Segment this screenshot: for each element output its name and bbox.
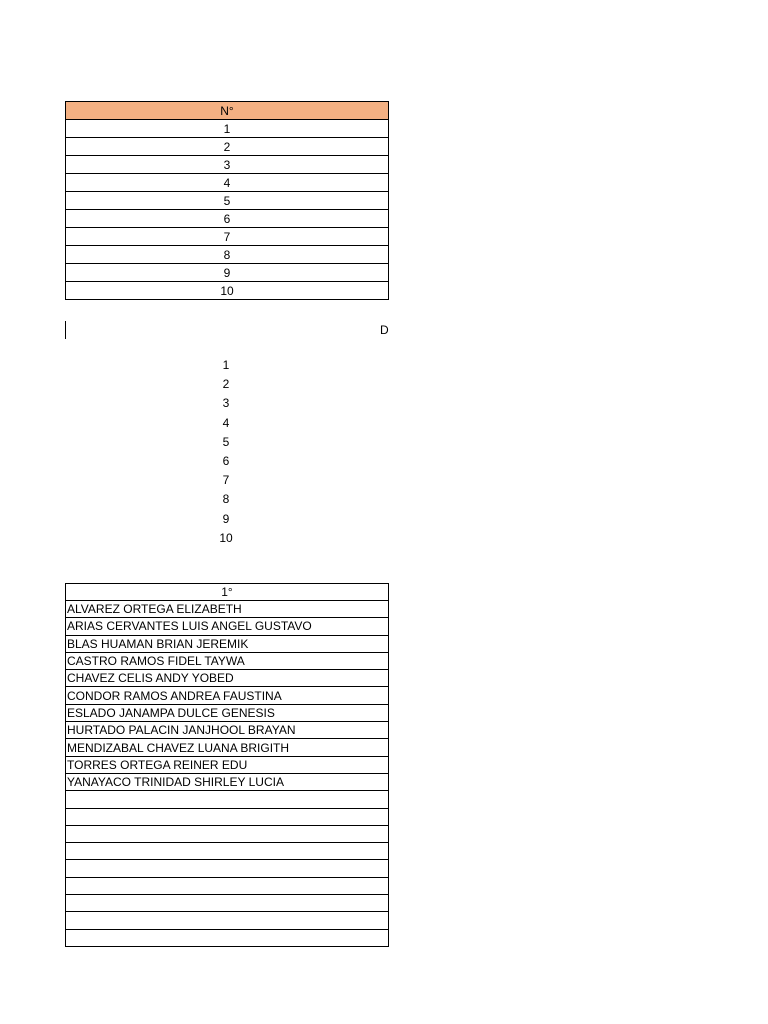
table-row xyxy=(66,808,389,825)
table-row xyxy=(66,210,389,228)
table-row xyxy=(66,739,389,756)
student-name-cell[interactable]: ALVAREZ ORTEGA ELIZABETH xyxy=(66,601,389,618)
empty-cell[interactable] xyxy=(66,791,389,808)
table-row xyxy=(66,687,389,704)
grade-column-header: 1° xyxy=(66,584,389,601)
number-cell[interactable]: 2 xyxy=(66,138,389,156)
column-label-d: D xyxy=(380,323,389,337)
student-name-cell[interactable]: ESLADO JANAMPA DULCE GENESIS xyxy=(66,704,389,721)
table-row xyxy=(66,895,389,912)
student-names-table xyxy=(65,583,389,947)
number-cell[interactable]: 10 xyxy=(66,282,389,300)
list-item: 3 xyxy=(222,396,230,411)
table-row xyxy=(66,912,389,929)
empty-cell[interactable] xyxy=(66,877,389,894)
table-row xyxy=(66,246,389,264)
number-cell[interactable]: 5 xyxy=(66,192,389,210)
number-cell[interactable]: 7 xyxy=(66,228,389,246)
number-cell[interactable]: 4 xyxy=(66,174,389,192)
student-name-cell[interactable]: HURTADO PALACIN JANJHOOL BRAYAN xyxy=(66,722,389,739)
table-row xyxy=(66,120,389,138)
plain-number-list xyxy=(206,357,246,549)
student-name-cell[interactable]: CHAVEZ CELIS ANDY YOBED xyxy=(66,670,389,687)
table-row xyxy=(66,670,389,687)
student-name-cell[interactable]: YANAYACO TRINIDAD SHIRLEY LUCIA xyxy=(66,773,389,790)
student-name-cell[interactable]: CONDOR RAMOS ANDREA FAUSTINA xyxy=(66,687,389,704)
table-row xyxy=(66,601,389,618)
table-row xyxy=(66,929,389,946)
table-row xyxy=(66,722,389,739)
table-row xyxy=(66,652,389,669)
list-item: 6 xyxy=(222,453,230,468)
table-row xyxy=(66,877,389,894)
student-name-cell[interactable]: MENDIZABAL CHAVEZ LUANA BRIGITH xyxy=(66,739,389,756)
list-item: 4 xyxy=(222,415,230,430)
table-row xyxy=(66,773,389,790)
table-row xyxy=(66,618,389,635)
table-row xyxy=(66,791,389,808)
table-row xyxy=(66,264,389,282)
table-header-row xyxy=(66,584,389,601)
list-item: 2 xyxy=(222,377,230,392)
cell-cursor xyxy=(65,321,66,339)
number-cell[interactable]: 6 xyxy=(66,210,389,228)
table-row xyxy=(66,228,389,246)
list-item: 8 xyxy=(222,492,230,507)
empty-cell[interactable] xyxy=(66,895,389,912)
numbers-table-body xyxy=(66,120,389,300)
number-cell[interactable]: 3 xyxy=(66,156,389,174)
list-item: 9 xyxy=(222,511,230,526)
empty-cell[interactable] xyxy=(66,929,389,946)
empty-cell[interactable] xyxy=(66,825,389,842)
list-item: 10 xyxy=(219,530,233,545)
table-row xyxy=(66,192,389,210)
table-row xyxy=(66,825,389,842)
table-row xyxy=(66,843,389,860)
number-cell[interactable]: 1 xyxy=(66,120,389,138)
number-column-header: N° xyxy=(66,102,389,120)
student-name-cell[interactable]: BLAS HUAMAN BRIAN JEREMIK xyxy=(66,635,389,652)
table-row xyxy=(66,282,389,300)
table-row xyxy=(66,635,389,652)
number-cell[interactable]: 9 xyxy=(66,264,389,282)
numbers-table xyxy=(65,101,389,300)
names-table-body xyxy=(66,601,389,947)
student-name-cell[interactable]: CASTRO RAMOS FIDEL TAYWA xyxy=(66,652,389,669)
empty-cell[interactable] xyxy=(66,860,389,877)
empty-cell[interactable] xyxy=(66,808,389,825)
number-cell[interactable]: 8 xyxy=(66,246,389,264)
student-name-cell[interactable]: TORRES ORTEGA REINER EDU xyxy=(66,756,389,773)
table-row xyxy=(66,704,389,721)
list-item: 7 xyxy=(222,473,230,488)
table-row xyxy=(66,860,389,877)
table-row xyxy=(66,156,389,174)
student-name-cell[interactable]: ARIAS CERVANTES LUIS ANGEL GUSTAVO xyxy=(66,618,389,635)
list-item: 5 xyxy=(222,434,230,449)
table-row xyxy=(66,138,389,156)
table-header-row xyxy=(66,102,389,120)
empty-cell[interactable] xyxy=(66,843,389,860)
list-item: 1 xyxy=(222,358,230,372)
table-row xyxy=(66,174,389,192)
empty-cell[interactable] xyxy=(66,912,389,929)
table-row xyxy=(66,756,389,773)
